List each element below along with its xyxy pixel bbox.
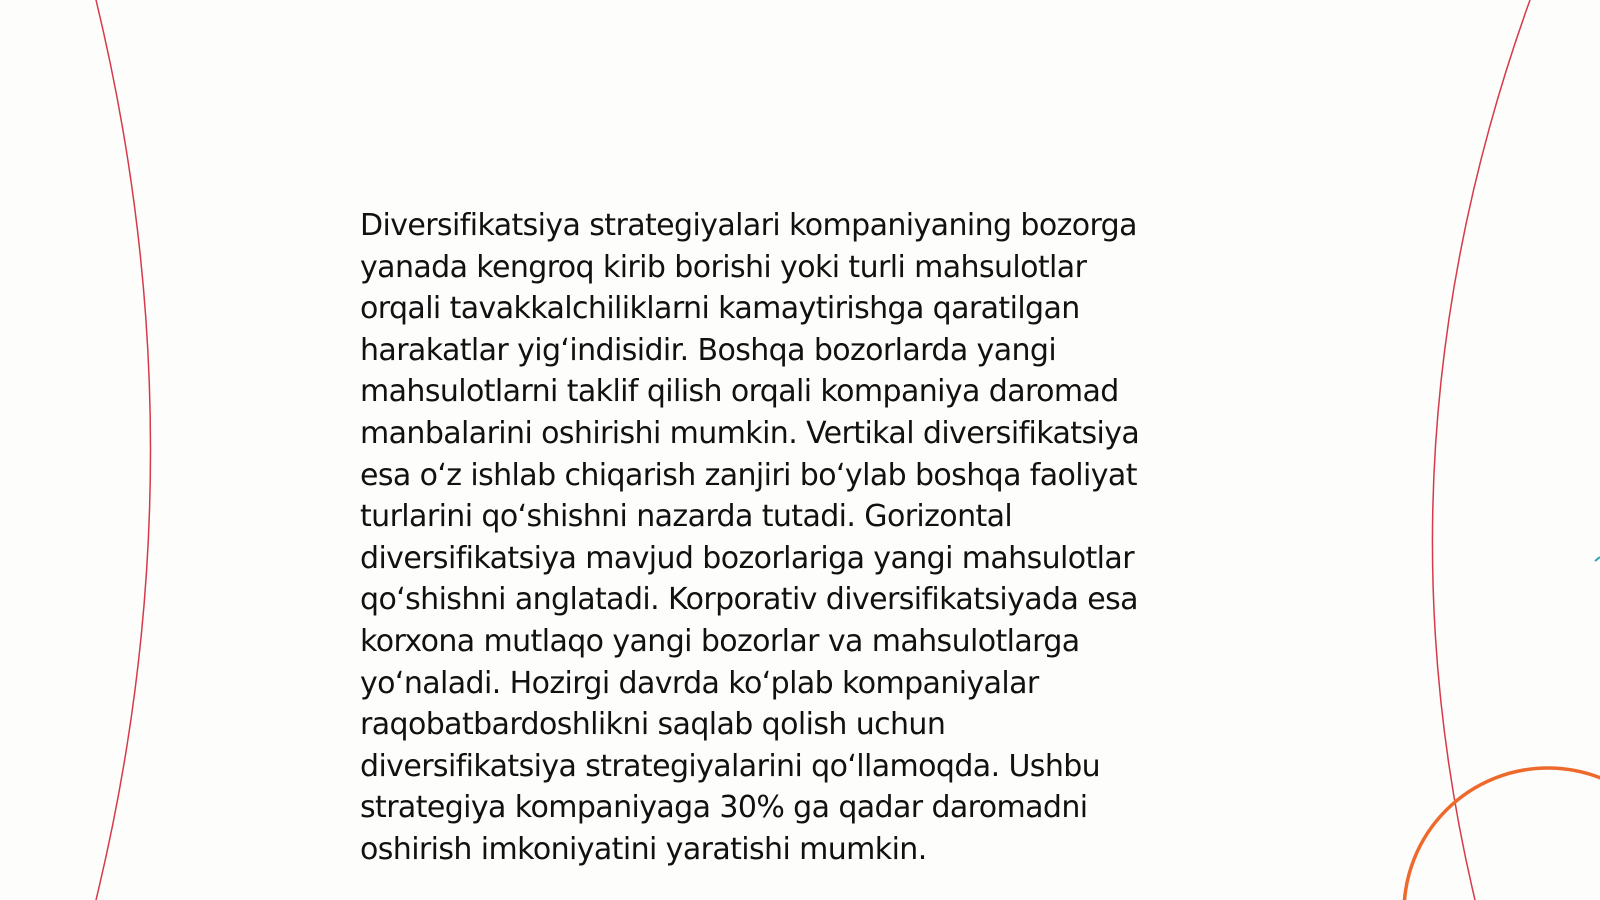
body-line: turlarini qo‘shishni nazarda tutadi. Gorizontal <box>360 499 1013 535</box>
body-line: esa o‘z ishlab chiqarish zanjiri bo‘ylab boshqa faoliyat <box>360 457 1137 493</box>
teal-accent-tick <box>1595 557 1600 561</box>
orange-accent-circle <box>1404 768 1600 900</box>
body-line: raqobatbardoshlikni saqlab qolish uchun <box>360 707 946 743</box>
body-line: harakatlar yig‘indisidir. Boshqa bozorlarda yangi <box>360 332 1057 368</box>
body-line: Diversifikatsiya strategiyalari kompaniyaning bozorga <box>360 208 1137 243</box>
right-arc-line <box>1432 0 1530 900</box>
body-line: yanada kengroq kirib borishi yoki turli mahsulotlar <box>360 249 1087 285</box>
body-line: diversifikatsiya strategiyalarini qo‘llamoqda. Ushbu <box>360 748 1101 784</box>
body-line: korxona mutlaqo yangi bozorlar va mahsulotlarga <box>360 623 1080 659</box>
left-arc-line <box>96 0 151 900</box>
body-line: oshirish imkoniyatini yaratishi mumkin. <box>360 831 927 867</box>
body-line: orqali tavakkalchiliklarni kamaytirishga qaratilgan <box>360 291 1080 327</box>
body-line: mahsulotlarni taklif qilish orqali kompaniya daromad <box>360 374 1119 410</box>
body-line: diversifikatsiya mavjud bozorlariga yangi mahsulotlar <box>360 540 1134 576</box>
body-paragraph <box>360 205 1260 871</box>
body-line: qo‘shishni anglatadi. Korporativ diversifikatsiyada esa <box>360 582 1138 618</box>
body-line: manbalarini oshirishi mumkin. Vertikal diversifikatsiya <box>360 415 1140 451</box>
body-line: strategiya kompaniyaga 30% ga qadar daromadni <box>360 790 1088 826</box>
body-line: yo‘naladi. Hozirgi davrda ko‘plab kompaniyalar <box>360 665 1039 701</box>
